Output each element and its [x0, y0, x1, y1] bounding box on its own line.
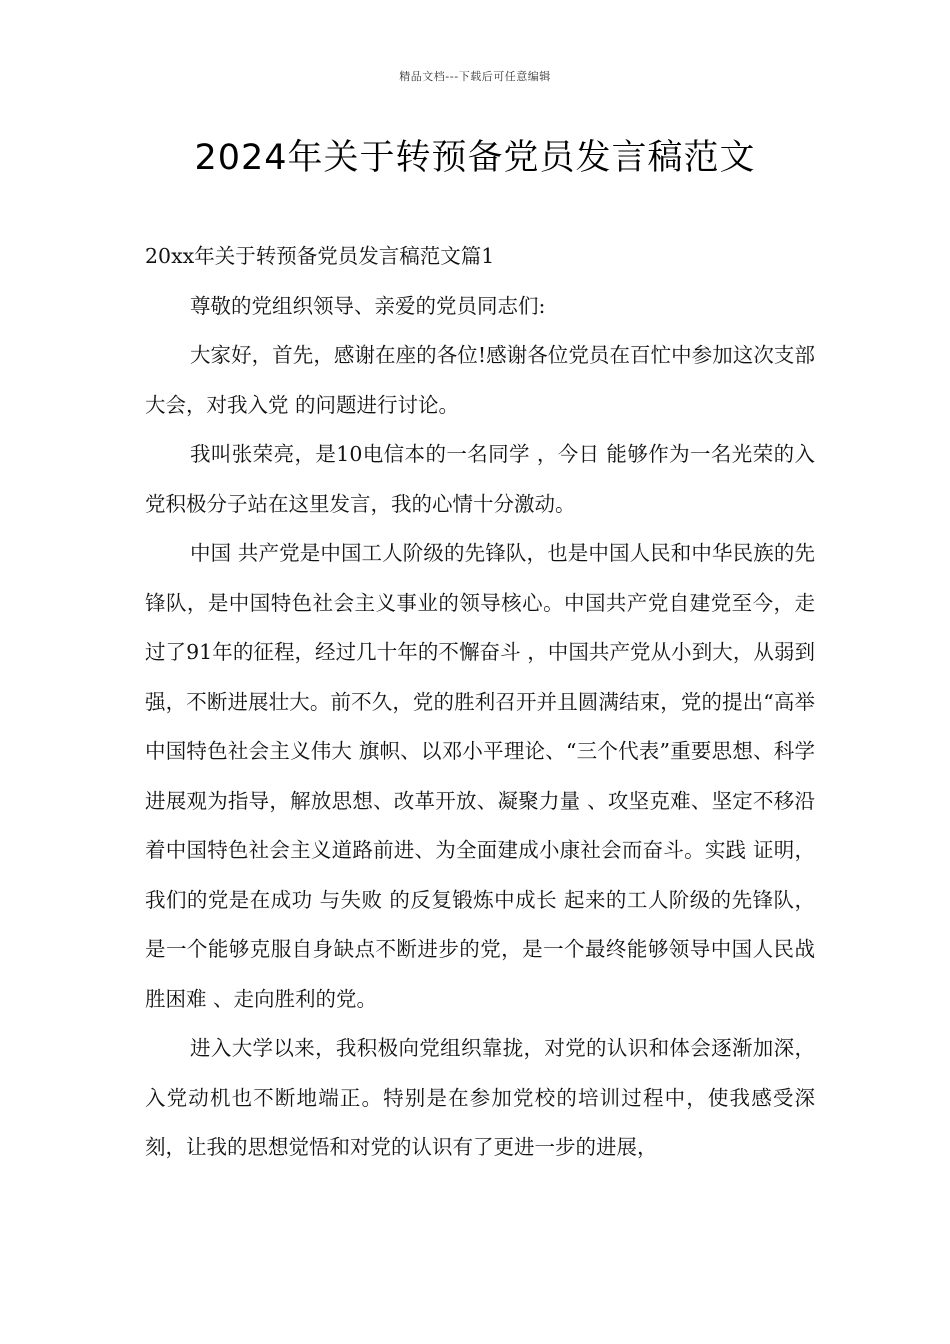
header-note: 精品文档---下载后可任意编辑 [399, 70, 551, 83]
document-body [145, 232, 815, 1173]
paragraph-party-history: 中国 共产党是中国工人阶级的先锋队，也是中国人民和中华民族的先锋队，是中国特色社会主义事业的领导核心。中国共产党自建党至今，走过了91年的征程，经过几十年的不懈奋斗 ，中国共产党从小到大，从弱到强，不断进展壮大。前不久，党的胜利召开并且圆满结束，党的提出“高举中国特色社会主义伟大 旗帜、以邓小平理论、“三个代表”重要思想、科学进展观为指导，解放思想、改革开放、凝聚力量 、攻坚克难、坚定不移沿着中国特色社会主义道路前进、为全面建成小康社会而奋斗。实践 证明，我们的党是在成功 与失败 的反复锻炼中成长 起来的工人阶级的先锋队，是一个能够克服自身缺点不断进步的党，是一个最终能够领导中国人民战胜困难 、走向胜利的党。 [145, 541, 815, 1011]
paragraph-university: 进入大学以来，我积极向党组织靠拢，对党的认识和体会逐渐加深，入党动机也不断地端正。特别是在参加党校的培训过程中，使我感受深刻，让我的思想觉悟和对党的认识有了更进一步的进展， [145, 1036, 815, 1159]
paragraph-introduction: 我叫张荣亮，是10电信本的一名同学 ，今日 能够作为一名光荣的入党积极分子站在这里发言，我的心情十分激动。 [145, 442, 815, 516]
section-heading: 20xx年关于转预备党员发言稿范文篇1 [145, 244, 495, 268]
paragraph-greeting: 大家好，首先，感谢在座的各位!感谢各位党员在百忙中参加这次支部大会，对我入党 的问题进行讨论。 [145, 343, 815, 417]
document-title: 2024年关于转预备党员发言稿范文 [194, 138, 756, 178]
paragraph-salutation: 尊敬的党组织领导、亲爱的党员同志们: [190, 293, 546, 318]
